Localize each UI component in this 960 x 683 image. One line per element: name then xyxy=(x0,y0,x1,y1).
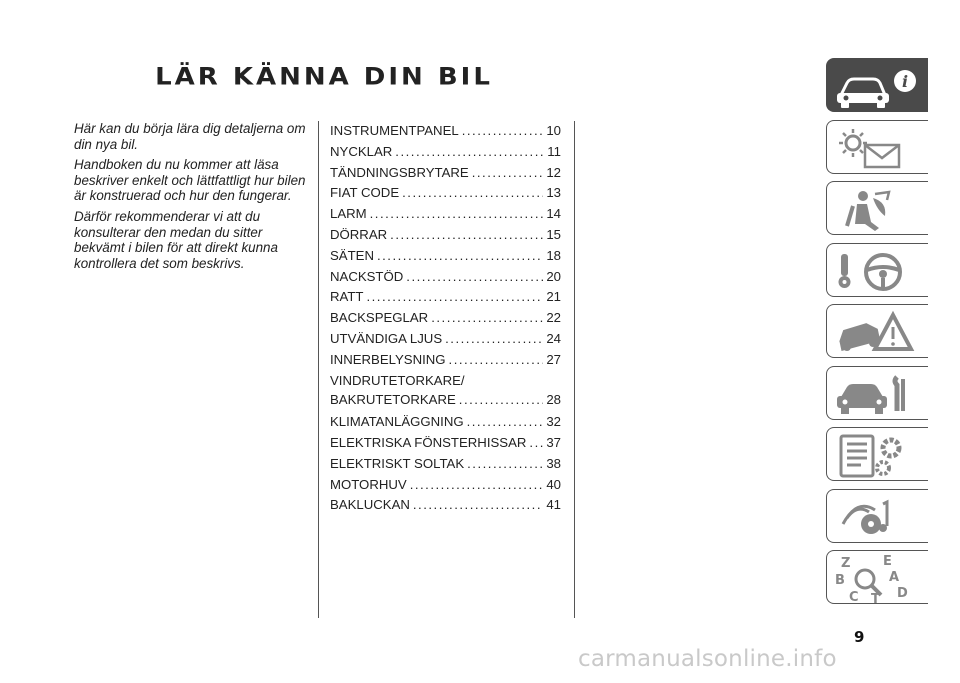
toc-entry-label: ELEKTRISKT SOLTAK xyxy=(330,455,465,471)
toc-entry[interactable] xyxy=(330,142,561,163)
toc-entry-page: 24 xyxy=(546,330,561,346)
toc-entry[interactable] xyxy=(330,412,561,433)
intro-paragraph: Här kan du börja lära dig detaljerna om din nya bil. xyxy=(74,121,306,152)
toc-entry[interactable] xyxy=(330,371,561,413)
toc-entry-label: SÄTEN xyxy=(330,247,374,263)
car-tools-icon xyxy=(827,367,929,421)
toc-entry-label: MOTORHUV xyxy=(330,476,407,492)
chapter-tab[interactable] xyxy=(826,489,928,543)
chapter-tab[interactable] xyxy=(826,366,928,420)
toc-leader-dots xyxy=(402,183,543,204)
toc-leader-dots xyxy=(410,475,544,496)
toc-entry[interactable] xyxy=(330,246,561,267)
toc-entry-label: FIAT CODE xyxy=(330,185,400,201)
toc-entry-label: DÖRRAR xyxy=(330,226,388,242)
toc-entry-label: BAKLUCKAN xyxy=(330,497,410,513)
toc-entry-page: 40 xyxy=(546,476,561,492)
column-divider-left xyxy=(318,121,319,618)
toc-entry-label: ELEKTRISKA FÖNSTERHISSAR xyxy=(330,434,527,450)
toc-entry-page: 18 xyxy=(546,247,561,263)
toc-leader-dots xyxy=(529,433,543,454)
toc-entry-label: VINDRUTETORKARE/ xyxy=(330,372,465,388)
toc-leader-dots xyxy=(472,163,544,184)
toc-entry-label: NYCKLAR xyxy=(330,143,393,159)
toc-entry-label: BAKRUTETORKARE xyxy=(330,391,456,407)
car-warning-triangle-icon xyxy=(827,305,929,359)
toc-entry-page: 21 xyxy=(546,289,561,305)
toc-entry[interactable] xyxy=(330,287,561,308)
column-divider-right xyxy=(574,121,575,618)
chapter-tab[interactable] xyxy=(826,243,928,297)
intro-paragraph: Därför rekommenderar vi att du konsulterar den medan du sitter bekvämt i bilen för att direkt kunna kontrollera det som beskrivs. xyxy=(74,208,278,271)
toc-leader-dots xyxy=(390,225,543,246)
toc-entry-page: 14 xyxy=(546,206,561,222)
warning-lights-message-icon xyxy=(827,121,929,175)
alphabetical-index-icon xyxy=(827,551,929,605)
toc-entry-page: 20 xyxy=(546,268,561,284)
toc-entry[interactable] xyxy=(330,163,561,184)
toc-leader-dots xyxy=(366,287,543,308)
toc-entry-page: 13 xyxy=(546,185,561,201)
toc-leader-dots xyxy=(431,308,543,329)
toc-entry-page: 32 xyxy=(546,414,561,430)
toc-entry-page: 15 xyxy=(546,226,561,242)
toc-entry-label: TÄNDNINGSBRYTARE xyxy=(330,164,469,180)
toc-entry[interactable] xyxy=(330,225,561,246)
svg-text:i: i xyxy=(901,72,909,91)
toc-entry-page: 10 xyxy=(546,123,561,138)
toc-entry[interactable] xyxy=(330,267,561,288)
chapter-tab[interactable] xyxy=(826,58,928,112)
toc-entry-label: LARM xyxy=(330,206,367,222)
toc-entry-page: 37 xyxy=(546,434,561,450)
index-letter: B xyxy=(835,573,845,588)
toc-entry[interactable] xyxy=(330,433,561,454)
toc-entry[interactable] xyxy=(330,329,561,350)
index-letter: C xyxy=(849,590,859,605)
table-of-contents xyxy=(330,121,561,516)
index-letter: A xyxy=(889,570,900,585)
watermark: carmanualsonline.info xyxy=(578,646,837,672)
toc-entry-label: NACKSTÖD xyxy=(330,268,404,284)
chapter-tab[interactable] xyxy=(826,120,928,174)
toc-leader-dots xyxy=(377,246,543,267)
toc-leader-dots xyxy=(413,495,543,516)
intro-text xyxy=(74,121,306,276)
toc-leader-dots xyxy=(459,390,544,409)
toc-leader-dots xyxy=(395,142,544,163)
toc-entry-page: 22 xyxy=(546,310,561,326)
toc-leader-dots xyxy=(370,204,544,225)
toc-entry[interactable] xyxy=(330,183,561,204)
car-info-icon xyxy=(827,59,929,113)
chapter-tab[interactable] xyxy=(826,181,928,235)
toc-entry-page: 11 xyxy=(547,143,561,159)
specs-gear-icon xyxy=(827,428,929,482)
toc-entry-page: 38 xyxy=(546,455,561,471)
toc-entry[interactable] xyxy=(330,204,561,225)
toc-entry-page: 41 xyxy=(546,497,561,513)
index-letter: E xyxy=(883,554,892,569)
index-letter: D xyxy=(897,586,908,601)
page-number: 9 xyxy=(854,628,865,646)
toc-entry[interactable] xyxy=(330,350,561,371)
page-title: LÄR KÄNNA DIN BIL xyxy=(155,63,493,91)
key-steering-wheel-icon xyxy=(827,244,929,298)
multimedia-icon xyxy=(827,490,929,544)
toc-leader-dots xyxy=(406,267,543,288)
airbag-safety-icon xyxy=(827,182,929,236)
toc-entry-page: 27 xyxy=(546,351,561,367)
toc-entry[interactable] xyxy=(330,495,561,516)
chapter-tab[interactable] xyxy=(826,304,928,358)
toc-leader-dots xyxy=(445,329,543,350)
toc-leader-dots xyxy=(467,412,544,433)
intro-paragraph: Handboken du nu kommer att läsa beskriver enkelt och lättfattligt hur bilen är konstruerad och hur den fungerar. xyxy=(74,157,306,204)
toc-leader-dots xyxy=(449,350,544,371)
chapter-tab[interactable] xyxy=(826,427,928,481)
toc-entry-page: 28 xyxy=(546,391,561,407)
chapter-tab[interactable] xyxy=(826,550,928,604)
toc-leader-dots xyxy=(467,454,543,475)
toc-entry-page: 12 xyxy=(546,164,561,180)
toc-entry-label: UTVÄNDIGA LJUS xyxy=(330,330,443,346)
index-letter: Z xyxy=(841,556,851,571)
toc-entry-label: BACKSPEGLAR xyxy=(330,310,429,326)
toc-entry[interactable] xyxy=(330,121,561,142)
toc-entry[interactable] xyxy=(330,454,561,475)
toc-entry[interactable] xyxy=(330,308,561,329)
index-letter: T xyxy=(871,592,880,605)
toc-entry-label: INNERBELYSNING xyxy=(330,351,446,367)
toc-entry-label: INSTRUMENTPANEL xyxy=(330,123,459,138)
toc-leader-dots xyxy=(462,121,544,142)
toc-entry-label: RATT xyxy=(330,289,364,305)
toc-entry-label: KLIMATANLÄGGNING xyxy=(330,414,464,430)
toc-entry[interactable] xyxy=(330,475,561,496)
